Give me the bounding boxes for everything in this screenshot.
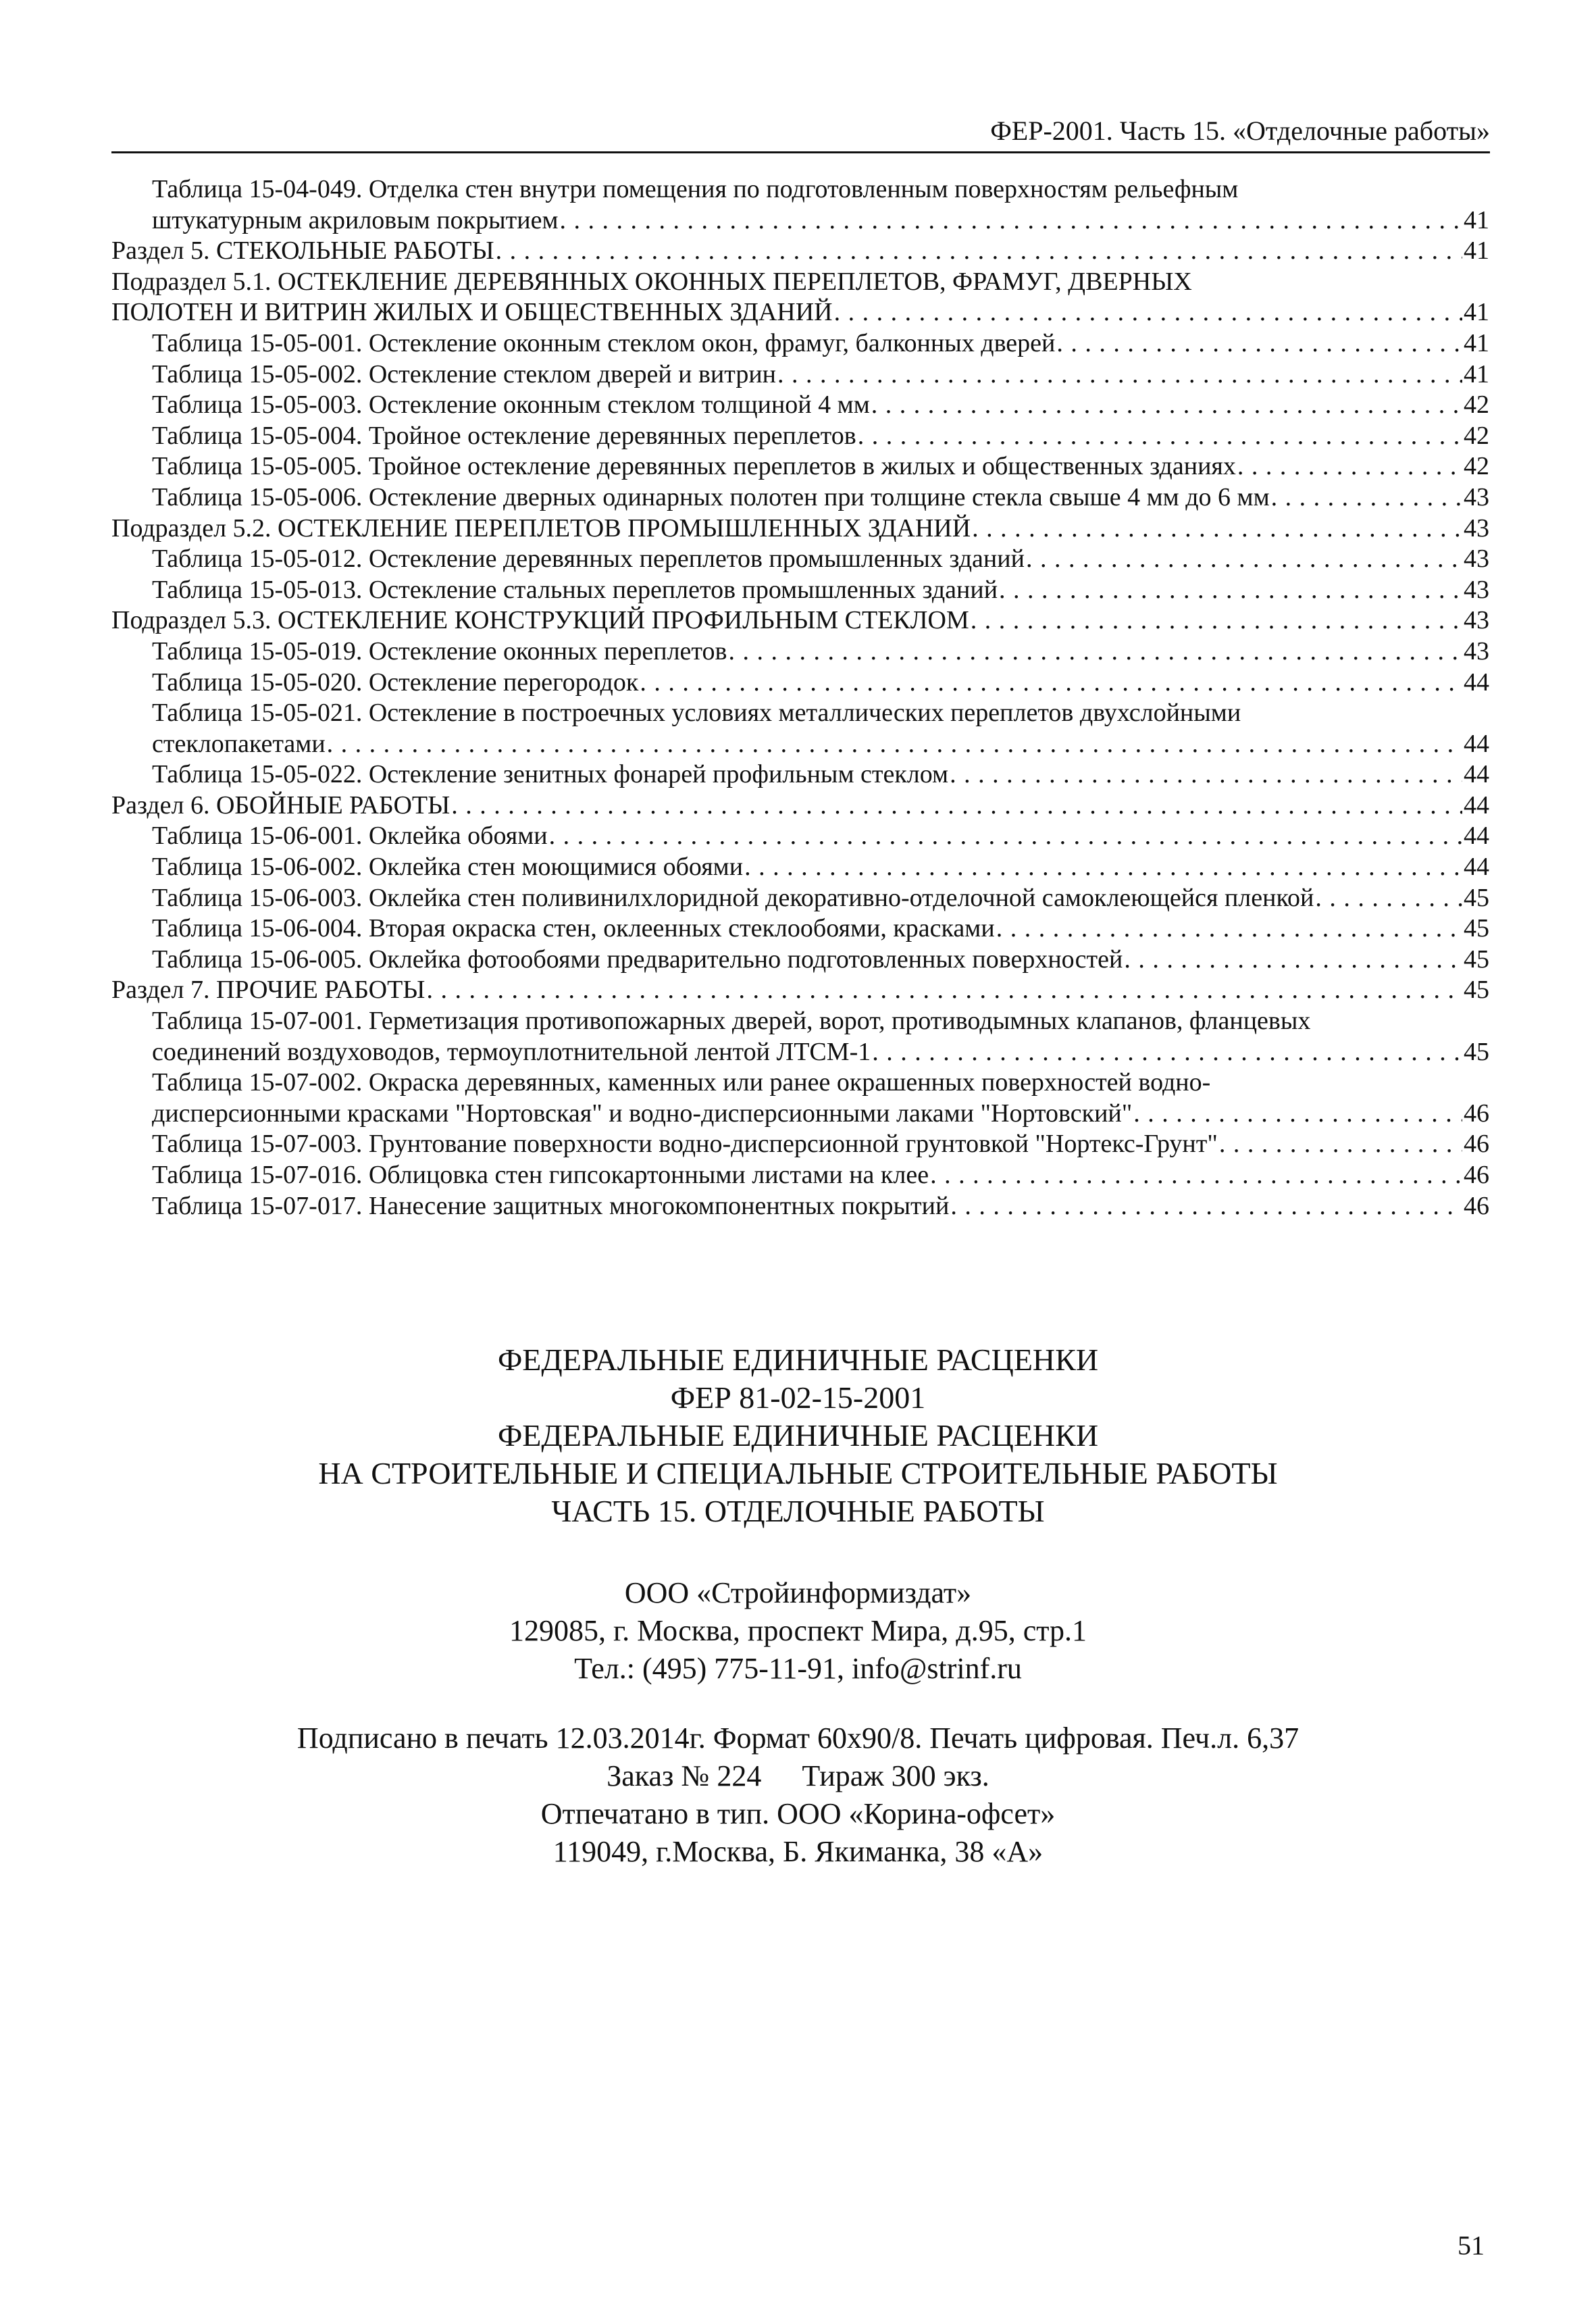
toc-line: [152, 913, 1489, 945]
toc-entry: [111, 544, 1489, 575]
dot-leader: [871, 390, 1462, 421]
toc-entry-text-first-line: Таблица 15-04-049. Отделка стен внутри помещения по подготовленным поверхностям рельефным: [152, 175, 1239, 203]
running-title: ФЕР-2001. Часть 15. «Отделочные работы»: [990, 116, 1490, 146]
dot-leader: [1219, 1129, 1462, 1160]
toc-line: [152, 1160, 1489, 1191]
toc-line: [152, 636, 1489, 668]
toc-entry-text: дисперсионными красками "Нортовская" и водно-дисперсионными лаками "Нортовский": [152, 1099, 1133, 1128]
toc-entry-text: Таблица 15-05-006. Остекление дверных одинарных полотен при толщине стекла свыше 4 мм до 6 мм: [152, 482, 1270, 511]
dot-leader: [426, 975, 1462, 1006]
toc-entry-text: Таблица 15-05-005. Тройное остекление деревянных переплетов в жилых и общественных зданиях: [152, 452, 1236, 481]
toc-line: [111, 236, 1489, 267]
title-block: [0, 1341, 1596, 1530]
toc-entry: [111, 790, 1489, 822]
toc-entry-text: Таблица 15-05-002. Остекление стеклом дверей и витрин: [152, 359, 777, 388]
toc-entry-text: Таблица 15-06-004. Вторая окраска стен, оклеенных стеклообоями, красками: [152, 914, 995, 943]
toc-line: [152, 821, 1489, 852]
toc-entry-text: Таблица 15-07-003. Грунтование поверхности водно-дисперсионной грунтовкой "Нортекс-Грунт": [152, 1130, 1218, 1159]
toc-entry-text: Таблица 15-05-012. Остекление деревянных переплетов промышленных зданий: [152, 545, 1025, 574]
toc-entry: [111, 513, 1489, 545]
toc-entry: [111, 390, 1489, 421]
toc-line: [111, 297, 1489, 328]
printer-address: 119049, г.Москва, Б. Якиманка, 38 «А»: [552, 1835, 1044, 1868]
toc-entry-text: Таблица 15-05-022. Остекление зенитных фонарей профильным стеклом: [152, 760, 949, 789]
toc-page-number: 44: [1464, 729, 1489, 758]
toc-line: [152, 544, 1489, 575]
toc-entry-text: Таблица 15-06-005. Оклейка фотообоями предварительно подготовленных поверхностей: [152, 945, 1123, 974]
toc-entry-text: Раздел 5. СТЕКОЛЬНЫЕ РАБОТЫ: [111, 236, 494, 266]
toc-entry: [111, 1191, 1489, 1222]
dot-leader: [327, 729, 1462, 760]
toc-page-number: 45: [1464, 914, 1489, 943]
toc-line: [152, 359, 1489, 391]
toc-entry: [111, 636, 1489, 668]
toc-line: [152, 328, 1489, 359]
toc-entry: [111, 605, 1489, 636]
toc-entry: [111, 1067, 1489, 1129]
toc-page-number: 44: [1464, 760, 1489, 789]
title-line: ФЕДЕРАЛЬНЫЕ ЕДИНИЧНЫЕ РАСЦЕНКИ: [497, 1342, 1099, 1377]
toc-entry-text-first-line: Таблица 15-05-021. Остекление в построечных условиях металлических переплетов двухслойными: [152, 699, 1241, 728]
printed-by: Отпечатано в тип. ООО «Корина-офсет»: [540, 1797, 1056, 1830]
toc-entry: [111, 821, 1489, 852]
publisher-contacts: Тел.: (495) 775-11-91, info@strinf.ru: [574, 1652, 1022, 1685]
toc-line: [111, 790, 1489, 822]
toc-page-number: 42: [1464, 391, 1489, 420]
dot-leader: [1271, 482, 1462, 513]
toc-entry: [111, 1160, 1489, 1191]
order-line: [0, 1757, 1596, 1795]
toc-entry-text-first-line: Подраздел 5.1. ОСТЕКЛЕНИЕ ДЕРЕВЯННЫХ ОКОННЫХ ПЕРЕПЛЕТОВ, ФРАМУГ, ДВЕРНЫХ: [111, 267, 1192, 296]
toc-entry-text: Подраздел 5.3. ОСТЕКЛЕНИЕ КОНСТРУКЦИЙ ПРОФИЛЬНЫМ СТЕКЛОМ: [111, 606, 969, 635]
toc-page-number: 41: [1464, 298, 1489, 327]
title-line: ФЕР 81-02-15-2001: [670, 1380, 926, 1415]
toc-page-number: 43: [1464, 636, 1489, 665]
toc-entry-text: Таблица 15-07-017. Нанесение защитных многокомпонентных покрытий: [152, 1191, 950, 1220]
title-line: ЧАСТЬ 15. ОТДЕЛОЧНЫЕ РАБОТЫ: [551, 1494, 1045, 1528]
toc-entry-text: Таблица 15-06-002. Оклейка стен моющимися обоями: [152, 853, 744, 882]
toc-entry-text: Раздел 6. ОБОЙНЫЕ РАБОТЫ: [111, 790, 451, 820]
toc-line: [152, 1099, 1489, 1130]
toc-page-number: 45: [1464, 883, 1489, 912]
toc-entry-text: Таблица 15-05-019. Остекление оконных переплетов: [152, 636, 727, 665]
dot-leader: [872, 1037, 1462, 1068]
toc-line: [152, 390, 1489, 421]
toc-page-number: 46: [1464, 1191, 1489, 1220]
dot-leader: [971, 605, 1462, 636]
dot-leader: [1237, 451, 1462, 482]
toc-entry: [111, 1129, 1489, 1160]
toc-line: [152, 945, 1489, 976]
toc-entry-text: ПОЛОТЕН И ВИТРИН ЖИЛЫХ И ОБЩЕСТВЕННЫХ ЗДАНИЙ: [111, 298, 833, 327]
toc-page-number: 44: [1464, 790, 1489, 820]
dot-leader: [1315, 883, 1462, 914]
toc-page-number: 41: [1464, 328, 1489, 357]
toc-page-number: 46: [1464, 1161, 1489, 1189]
toc-page-number: 43: [1464, 545, 1489, 574]
toc-line: [152, 668, 1489, 699]
toc-line: [152, 575, 1489, 606]
toc-page-number: 44: [1464, 668, 1489, 697]
toc-line: [111, 513, 1489, 545]
dot-leader: [549, 821, 1462, 852]
dot-leader: [996, 913, 1462, 945]
dot-leader: [560, 205, 1463, 236]
toc-page-number: 42: [1464, 421, 1489, 450]
toc-line: [152, 421, 1489, 452]
toc-page-number: 44: [1464, 853, 1489, 882]
toc-entry: [111, 421, 1489, 452]
toc-entry: [111, 759, 1489, 790]
print-run: Тираж 300 экз.: [802, 1759, 989, 1792]
toc-line: [152, 883, 1489, 914]
toc-entry-text: Таблица 15-05-013. Остекление стальных переплетов промышленных зданий: [152, 575, 998, 604]
dot-leader: [744, 852, 1462, 883]
print-info-block: [0, 1719, 1596, 1871]
dot-leader: [972, 513, 1462, 545]
toc-entry: [111, 698, 1489, 759]
toc-entry: [111, 883, 1489, 914]
toc-entry: [111, 267, 1489, 328]
toc-line: [111, 605, 1489, 636]
toc-entry-text: штукатурным акриловым покрытием: [152, 205, 559, 234]
dot-leader: [950, 1191, 1462, 1222]
toc-page-number: 42: [1464, 452, 1489, 481]
page-number: 51: [1458, 2230, 1485, 2261]
table-of-contents: [111, 174, 1489, 1222]
toc-entry-text: Таблица 15-07-016. Облицовка стен гипсокартонными листами на клее: [152, 1161, 929, 1189]
dot-leader: [451, 790, 1462, 822]
toc-line: [152, 451, 1489, 482]
toc-entry: [111, 236, 1489, 267]
dot-leader: [999, 575, 1462, 606]
toc-page-number: 41: [1464, 236, 1489, 266]
toc-page-number: 45: [1464, 945, 1489, 974]
toc-line: [152, 759, 1489, 790]
dot-leader: [858, 421, 1462, 452]
toc-page-number: 43: [1464, 513, 1489, 543]
dot-leader: [950, 759, 1462, 790]
toc-entry: [111, 359, 1489, 391]
toc-page-number: 43: [1464, 575, 1489, 604]
toc-entry-text: Таблица 15-05-003. Остекление оконным стеклом толщиной 4 мм: [152, 391, 870, 420]
dot-leader: [777, 359, 1462, 391]
dot-leader: [1056, 328, 1462, 359]
toc-entry: [111, 451, 1489, 482]
toc-page-number: 45: [1464, 1037, 1489, 1066]
toc-entry: [111, 575, 1489, 606]
title-line: ФЕДЕРАЛЬНЫЕ ЕДИНИЧНЫЕ РАСЦЕНКИ: [497, 1418, 1099, 1453]
dot-leader: [496, 236, 1462, 267]
toc-line: [152, 1129, 1489, 1160]
dot-leader: [728, 636, 1462, 668]
toc-line: [111, 975, 1489, 1006]
toc-entry-text-first-line: Таблица 15-07-002. Окраска деревянных, каменных или ранее окрашенных поверхностей водно-: [152, 1068, 1211, 1097]
toc-entry-text: Раздел 7. ПРОЧИЕ РАБОТЫ: [111, 976, 426, 1005]
dot-leader: [1124, 945, 1462, 976]
toc-line: [152, 205, 1489, 236]
toc-page-number: 46: [1464, 1099, 1489, 1128]
dot-leader: [834, 297, 1462, 328]
toc-page-number: 41: [1464, 359, 1489, 388]
title-line: НА СТРОИТЕЛЬНЫЕ И СПЕЦИАЛЬНЫЕ СТРОИТЕЛЬНЫЕ РАБОТЫ: [318, 1456, 1278, 1490]
toc-entry: [111, 1006, 1489, 1067]
toc-entry-text: Таблица 15-05-001. Остекление оконным стеклом окон, фрамуг, балконных дверей: [152, 328, 1056, 357]
toc-page-number: 43: [1464, 606, 1489, 635]
dot-leader: [930, 1160, 1462, 1191]
toc-entry-text: Таблица 15-06-003. Оклейка стен поливинилхлоридной декоративно-отделочной самоклеющейся пленкой: [152, 883, 1314, 912]
toc-page-number: 45: [1464, 976, 1489, 1005]
toc-line: [152, 482, 1489, 513]
toc-entry: [111, 482, 1489, 513]
toc-entry: [111, 945, 1489, 976]
dot-leader: [640, 668, 1462, 699]
publisher-name: ООО «Стройинформиздат»: [624, 1576, 972, 1609]
toc-entry-text: Таблица 15-06-001. Оклейка обоями: [152, 822, 548, 851]
publisher-block: [0, 1574, 1596, 1688]
toc-line: [152, 1191, 1489, 1222]
dot-leader: [1133, 1099, 1462, 1130]
toc-entry-text: соединений воздуховодов, термоуплотнительной лентой ЛТСМ-1: [152, 1037, 871, 1066]
toc-line: [152, 729, 1489, 760]
toc-entry: [111, 852, 1489, 883]
toc-entry-text: Таблица 15-05-020. Остекление перегородок: [152, 668, 639, 697]
toc-entry: [111, 668, 1489, 699]
running-header: [111, 114, 1490, 153]
toc-entry: [111, 975, 1489, 1006]
toc-entry-text-first-line: Таблица 15-07-001. Герметизация противопожарных дверей, ворот, противодымных клапанов, фланцевых: [152, 1007, 1311, 1036]
dot-leader: [1026, 544, 1462, 575]
print-signed: Подписано в печать 12.03.2014г. Формат 60х90/8. Печать цифровая. Печ.л. 6,37: [297, 1721, 1299, 1755]
toc-page-number: 41: [1464, 205, 1489, 234]
order-number: Заказ № 224: [607, 1759, 762, 1792]
toc-entry: [111, 174, 1489, 236]
toc-page-number: 43: [1464, 482, 1489, 511]
toc-entry: [111, 328, 1489, 359]
toc-entry-text: Подраздел 5.2. ОСТЕКЛЕНИЕ ПЕРЕПЛЕТОВ ПРОМЫШЛЕННЫХ ЗДАНИЙ: [111, 513, 971, 543]
toc-entry-text: стеклопакетами: [152, 729, 326, 758]
toc-page-number: 44: [1464, 822, 1489, 851]
toc-entry: [111, 913, 1489, 945]
toc-line: [152, 852, 1489, 883]
toc-entry-text: Таблица 15-05-004. Тройное остекление деревянных переплетов: [152, 421, 856, 450]
publisher-address: 129085, г. Москва, проспект Мира, д.95, стр.1: [509, 1614, 1087, 1647]
toc-line: [152, 1037, 1489, 1068]
toc-page-number: 46: [1464, 1130, 1489, 1159]
